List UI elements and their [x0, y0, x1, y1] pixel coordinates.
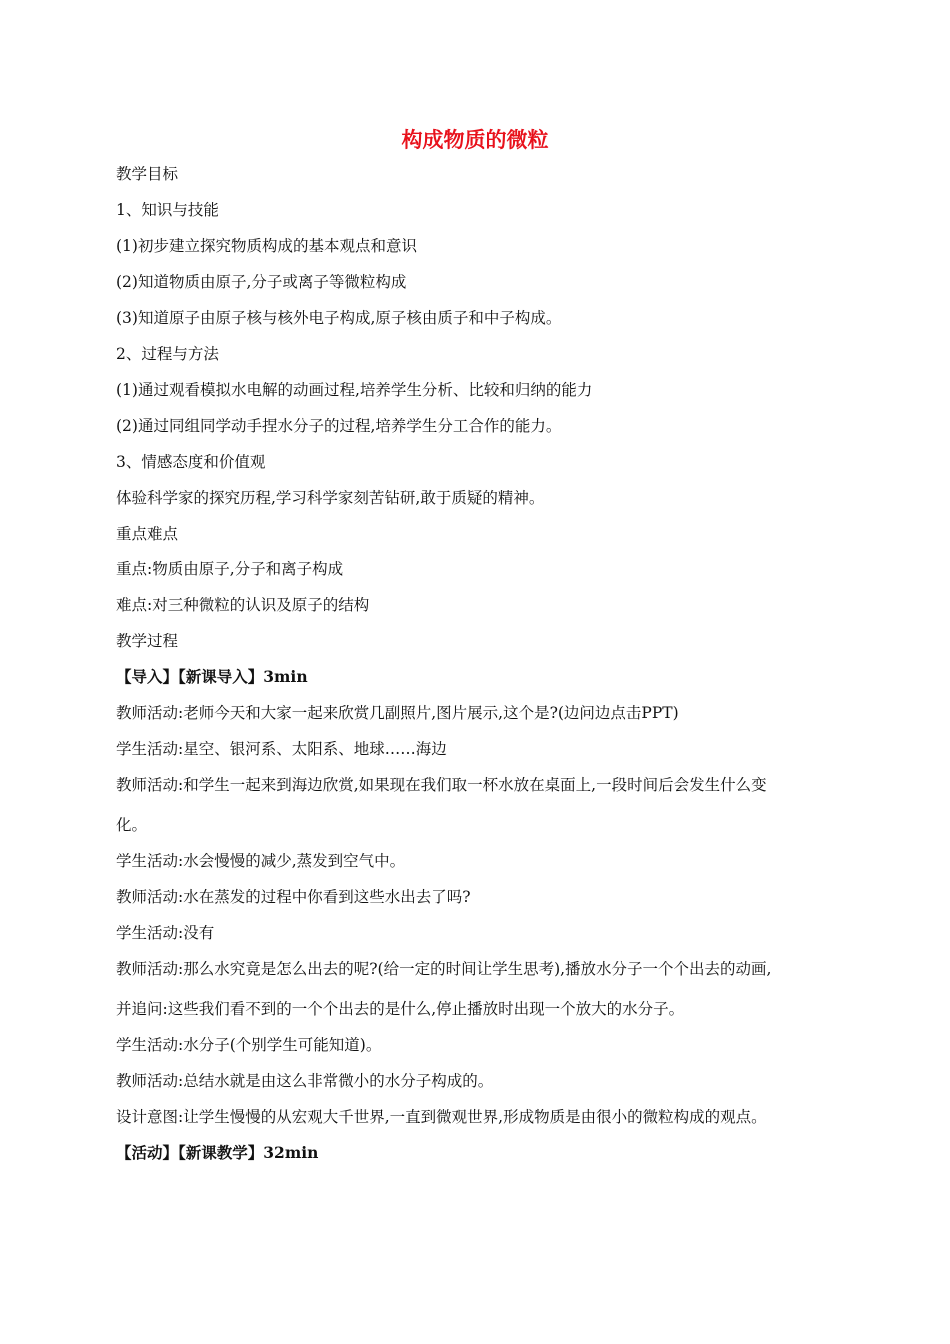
section-heading-objectives: 教学目标 — [116, 165, 179, 183]
text-line: (2)知道物质由原子,分子或离子等微粒构成 — [116, 273, 407, 291]
text-line: 难点:对三种微粒的认识及原子的结构 — [116, 596, 370, 614]
text-line: 教师活动:总结水就是由这么非常微小的水分子构成的。 — [116, 1072, 494, 1090]
text-line: 教师活动:老师今天和大家一起来欣赏几副照片,图片展示,这个是?(边问边点击PPT) — [116, 704, 679, 722]
text-line: 体验科学家的探究历程,学习科学家刻苦钻研,敢于质疑的精神。 — [116, 489, 545, 507]
text-line: 化。 — [116, 816, 148, 834]
text-line: (3)知道原子由原子核与核外电子构成,原子核由质子和中子构成。 — [116, 309, 562, 327]
activity-heading: 【活动】【新课教学】32min — [116, 1143, 319, 1162]
text-line: 2、过程与方法 — [116, 345, 219, 363]
text-line: 学生活动:星空、银河系、太阳系、地球……海边 — [116, 740, 447, 758]
text-line: 教师活动:和学生一起来到海边欣赏,如果现在我们取一杯水放在桌面上,一段时间后会发生什么变 — [116, 776, 767, 794]
activity-heading: 【导入】【新课导入】3min — [116, 667, 308, 686]
text-line: 设计意图:让学生慢慢的从宏观大千世界,一直到微观世界,形成物质是由很小的微粒构成的观点。 — [116, 1108, 767, 1126]
text-line: 重点:物质由原子,分子和离子构成 — [116, 560, 344, 578]
document-title: 构成物质的微粒 — [401, 128, 549, 152]
section-heading-key-points: 重点难点 — [116, 525, 179, 543]
text-line: (1)初步建立探究物质构成的基本观点和意识 — [116, 237, 417, 255]
text-line: 学生活动:水分子(个别学生可能知道)。 — [116, 1036, 382, 1054]
text-line: 学生活动:水会慢慢的减少,蒸发到空气中。 — [116, 852, 406, 870]
text-line: 学生活动:没有 — [116, 924, 215, 942]
section-heading-process: 教学过程 — [116, 632, 179, 650]
text-line: 教师活动:那么水究竟是怎么出去的呢?(给一定的时间让学生思考),播放水分子一个个出去的动画, — [116, 960, 772, 978]
text-line: 1、知识与技能 — [116, 201, 219, 219]
text-line: 并追问:这些我们看不到的一个个出去的是什么,停止播放时出现一个放大的水分子。 — [116, 1000, 685, 1018]
text-line: 教师活动:水在蒸发的过程中你看到这些水出去了吗? — [116, 888, 471, 906]
text-line: (2)通过同组同学动手捏水分子的过程,培养学生分工合作的能力。 — [116, 417, 562, 435]
text-line: (1)通过观看模拟水电解的动画过程,培养学生分析、比较和归纳的能力 — [116, 381, 593, 399]
text-line: 3、情感态度和价值观 — [116, 453, 266, 471]
